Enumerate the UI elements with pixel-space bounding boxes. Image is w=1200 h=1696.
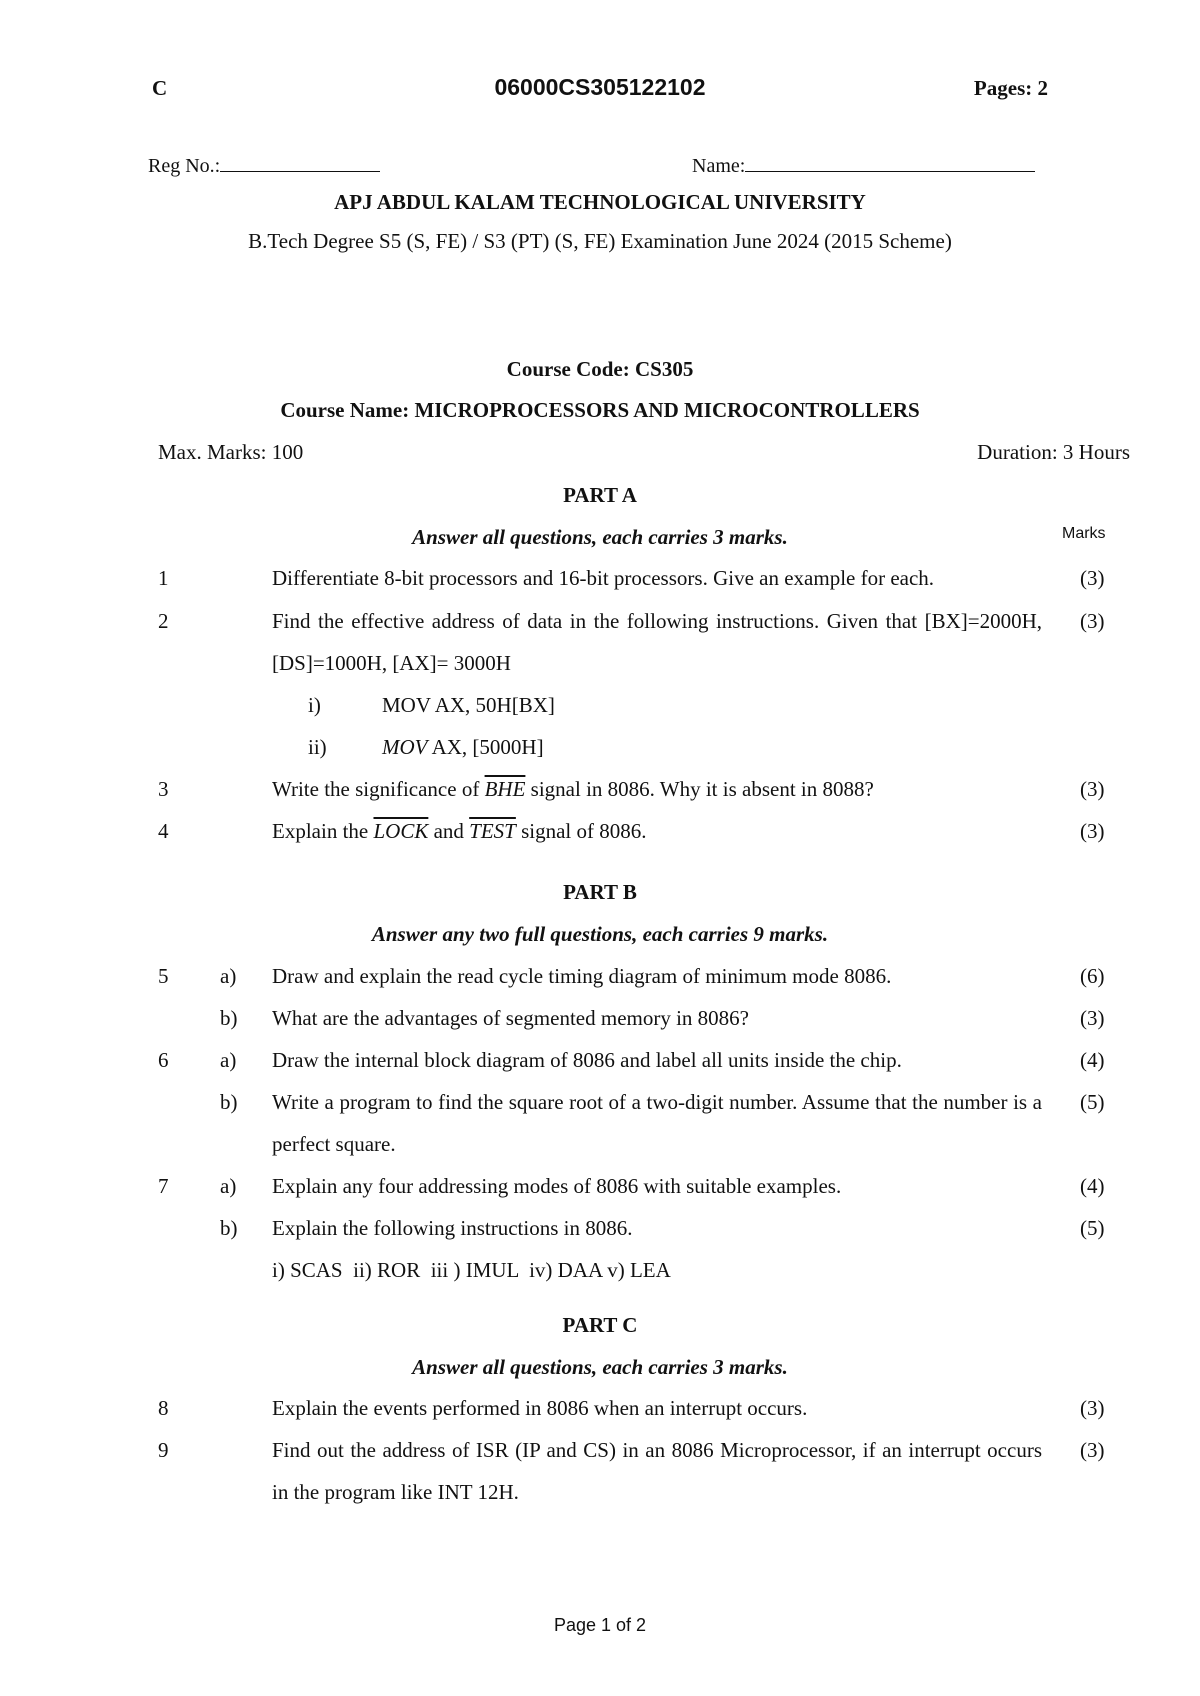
q2-sub1-text: MOV AX, 50H[BX] [382,693,555,717]
q3-text [272,768,874,810]
q1-text: Differentiate 8-bit processors and 16-bit processors. Give an example for each. [272,566,935,590]
q2-marks: (3) [1080,609,1105,633]
part-b-title: PART B [563,880,637,904]
name-label: Name: [692,155,746,177]
q7b-label: b) [220,1216,238,1240]
q8-marks: (3) [1080,1396,1105,1420]
paper-code: 06000CS305122102 [494,74,706,100]
marks-heading: Marks [1062,525,1106,542]
q5a-marks: (6) [1080,964,1105,988]
q6a-marks: (4) [1080,1048,1105,1072]
q4-signal-test: TEST [469,819,516,843]
q2-sub2-rest: AX, [5000H] [427,735,544,759]
page-footer: Page 1 of 2 [553,1615,647,1635]
q7b-instruction-list: i) SCAS ii) ROR iii ) IMUL iv) DAA v) LEA [272,1258,671,1282]
q1-marks: (3) [1080,566,1105,590]
q7a-label: a) [220,1174,237,1198]
q6b-marks: (5) [1080,1090,1105,1114]
course-name: Course Name: MICROPROCESSORS AND MICROCONTROLLERS [280,398,920,422]
q5-number: 5 [158,964,169,988]
q9-text: Find out the address of ISR (IP and CS) in an 8086 Microprocessor, if an interrupt occurs in the program like INT 12H. [272,1438,1042,1504]
q8-text: Explain the events performed in 8086 when an interrupt occurs. [272,1396,808,1420]
q3-post: signal in 8086. Why it is absent in 8088? [525,777,874,801]
q7b-text: Explain the following instructions in 8086. [272,1216,633,1240]
part-c-title: PART C [562,1313,638,1337]
name-line [745,171,1035,172]
max-marks: Max. Marks: 100 [158,440,304,464]
q4-mid: and [428,819,470,843]
q4-number: 4 [158,819,169,843]
q4-signal-lock: LOCK [373,819,429,843]
reg-no-label: Reg No.: [148,155,221,177]
q7-number: 7 [158,1174,169,1198]
q4-text [272,810,647,852]
q4-marks: (3) [1080,819,1105,843]
q6b-text: Write a program to find the square root of a two-digit number. Assume that the number is a perfect square. [272,1090,1042,1156]
reg-no-field [148,155,380,178]
duration: Duration: 3 Hours [977,440,1130,464]
q7a-text: Explain any four addressing modes of 8086 with suitable examples. [272,1174,842,1198]
q5b-label: b) [220,1006,238,1030]
part-a-instruction: Answer all questions, each carries 3 marks. [412,525,788,549]
q8-number: 8 [158,1396,169,1420]
q2-sub2-text [382,726,544,768]
set-code: C [152,76,168,100]
exam-title: B.Tech Degree S5 (S, FE) / S3 (PT) (S, FE) Examination June 2024 (2015 Scheme) [248,229,952,253]
q5a-text: Draw and explain the read cycle timing diagram of minimum mode 8086. [272,964,892,988]
q3-number: 3 [158,777,169,801]
q4-pre: Explain the [272,819,374,843]
q3-signal-bhe: $\overline{BHE}$ [484,777,526,801]
q2-sub2-mov: MOV [382,735,428,759]
q7a-marks: (4) [1080,1174,1105,1198]
q6b-label: b) [220,1090,238,1114]
page-count: Pages: 2 [973,76,1048,100]
q6a-label: a) [220,1048,237,1072]
q5b-marks: (3) [1080,1006,1105,1030]
q2-sub1-label: i) [308,693,321,717]
course-code: Course Code: CS305 [506,357,694,381]
q3-pre: Write the significance of [272,777,485,801]
q1-number: 1 [158,566,169,590]
q9-number: 9 [158,1438,169,1462]
q7b-marks: (5) [1080,1216,1105,1240]
q4-post: signal of 8086. [515,819,647,843]
part-b-instruction: Answer any two full questions, each carries 9 marks. [371,922,829,946]
name-field [692,155,1035,178]
q6a-text: Draw the internal block diagram of 8086 and label all units inside the chip. [272,1048,902,1072]
q5b-text: What are the advantages of segmented memory in 8086? [272,1006,749,1030]
q5a-label: a) [220,964,237,988]
q6-number: 6 [158,1048,169,1072]
q2-sub2-label: ii) [308,735,327,759]
q9-marks: (3) [1080,1438,1105,1462]
q2-number: 2 [158,609,169,633]
reg-no-line [220,171,380,172]
q3-marks: (3) [1080,777,1105,801]
university-name: APJ ABDUL KALAM TECHNOLOGICAL UNIVERSITY [334,190,866,214]
part-a-title: PART A [563,483,637,507]
q2-text: Find the effective address of data in the following instructions. Given that [BX]=2000H, [DS]=1000H, [AX]= 3000H [272,609,1042,675]
part-c-instruction: Answer all questions, each carries 3 marks. [412,1355,788,1379]
